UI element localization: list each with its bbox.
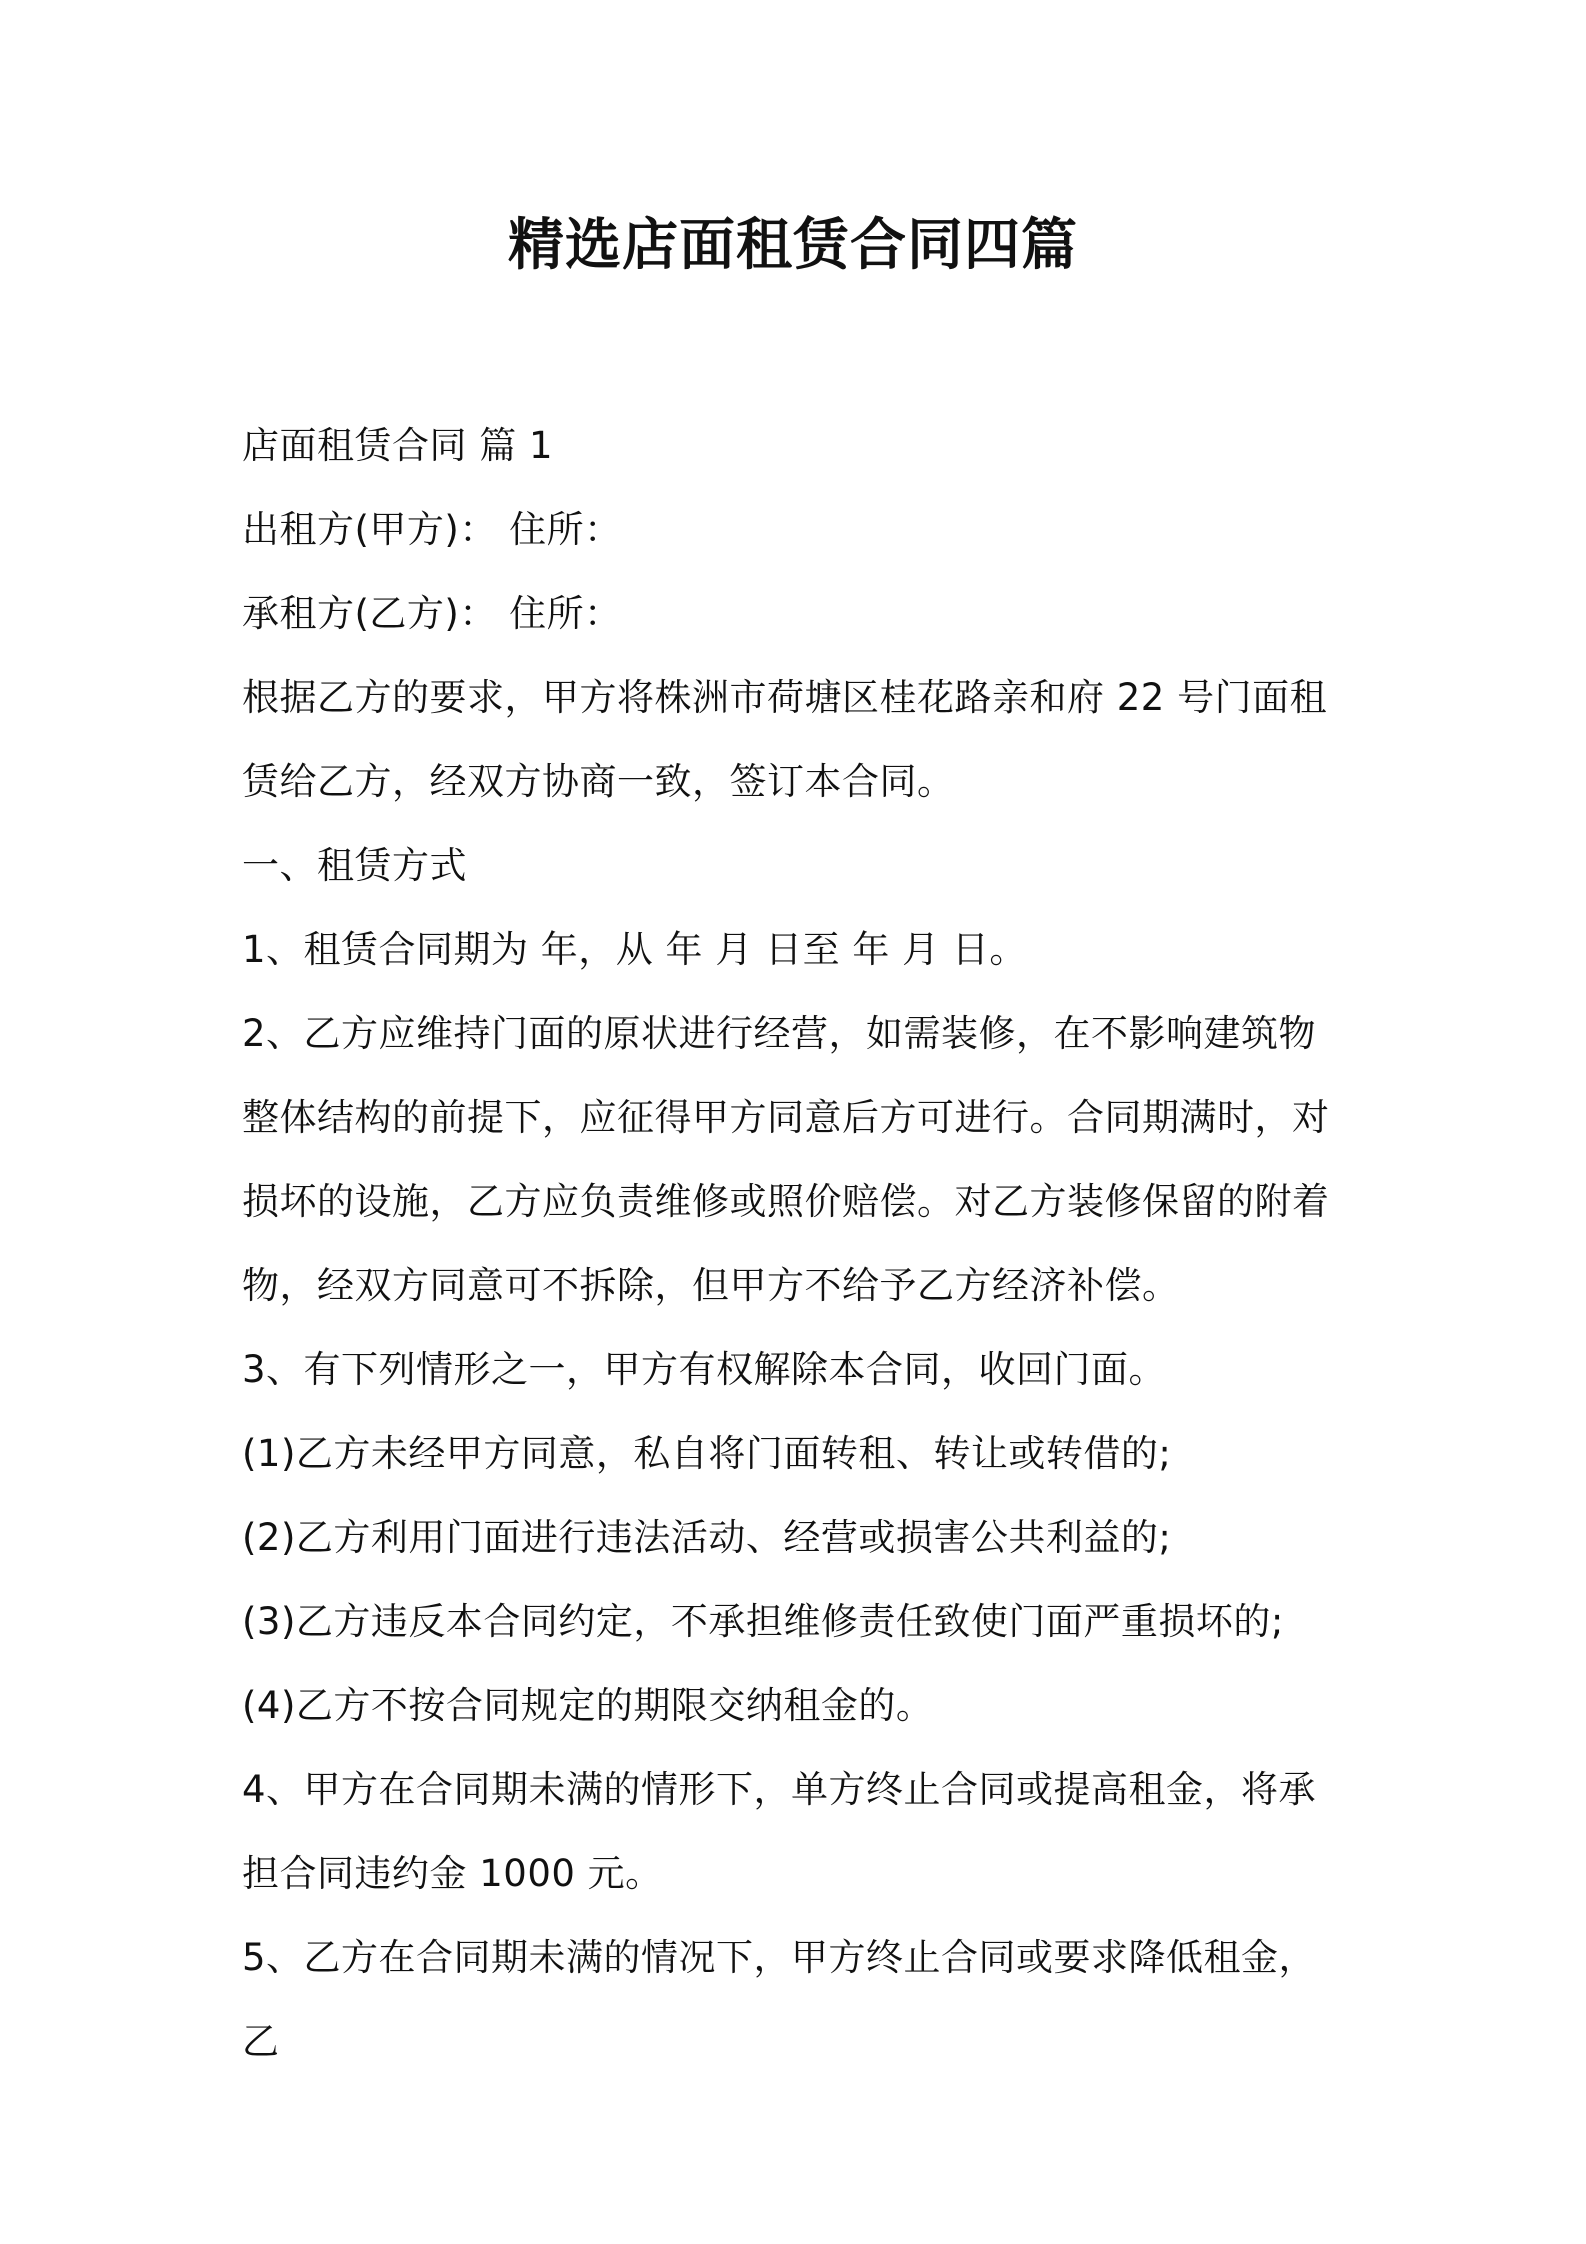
paragraph-item-2: (2)乙方利用门面进行违法活动、经营或损害公共利益的;	[242, 1516, 1172, 1559]
lessor-line: 出租方(甲方)： 住所：	[242, 508, 622, 551]
lessee-line: 承租方(乙方)： 住所：	[242, 592, 622, 635]
paragraph-heading-lease-method: 一、租赁方式	[242, 844, 467, 887]
paragraph-intro: 根据乙方的要求，甲方将株洲市荷塘区桂花路亲和府 22 号门面租赁给乙方，经双方协商一致，签订本合同。	[242, 676, 1328, 803]
paragraph-item-1: (1)乙方未经甲方同意，私自将门面转租、转让或转借的;	[242, 1432, 1172, 1475]
document-title: 精选店面租赁合同四篇	[508, 213, 1078, 278]
paragraph-clause-2: 2、乙方应维持门面的原状进行经营，如需装修，在不影响建筑物整体结构的前提下，应征得甲方同意后方可进行。合同期满时，对损坏的设施，乙方应负责维修或照价赔偿。对乙方装修保留的附着物，经双方同意可不拆除，但甲方不给予乙方经济补偿。	[242, 1012, 1330, 1307]
paragraph-clause-3: 3、有下列情形之一，甲方有权解除本合同，收回门面。	[242, 1348, 1167, 1391]
paragraph-item-4: (4)乙方不按合同规定的期限交纳租金的。	[242, 1684, 934, 1727]
paragraph-item-3: (3)乙方违反本合同约定，不承担维修责任致使门面严重损坏的;	[242, 1600, 1284, 1643]
paragraph-clause-5: 5、乙方在合同期未满的情况下，甲方终止合同或要求降低租金，乙	[242, 1936, 1317, 2063]
paragraph-clause-1: 1、租赁合同期为 年，从 年 月 日至 年 月 日。	[242, 928, 1027, 971]
section-heading: 店面租赁合同 篇 1	[242, 424, 554, 467]
paragraph-clause-4: 4、甲方在合同期未满的情形下，单方终止合同或提高租金，将承担合同违约金 1000 元。	[242, 1768, 1317, 1895]
document-body	[242, 404, 1352, 2084]
